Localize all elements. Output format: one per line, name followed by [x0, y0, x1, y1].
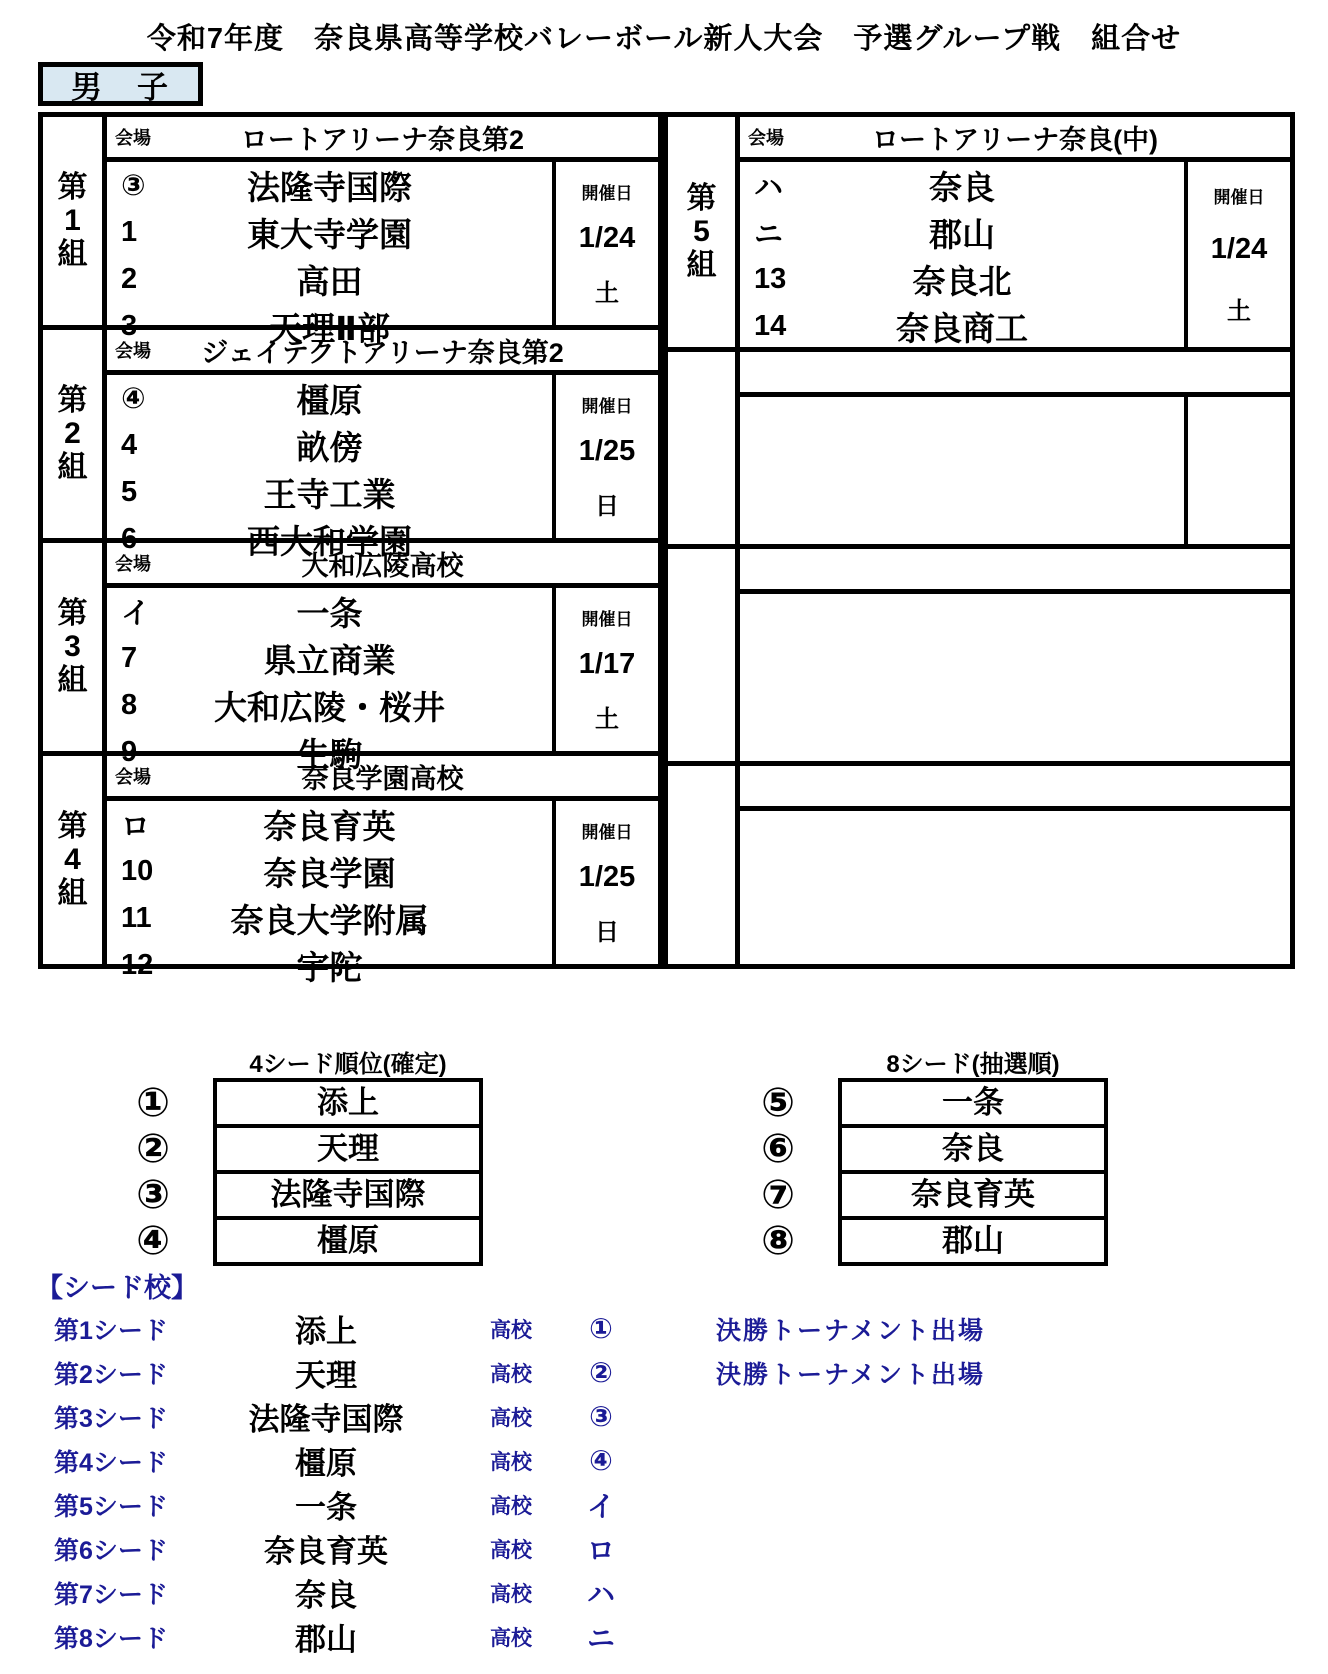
seed-symbol: ② [589, 1357, 613, 1388]
group-3-box [38, 538, 663, 773]
seed-rank: 第5シード [54, 1492, 168, 1521]
seed-schools-list [36, 1306, 1328, 1658]
team-number: 13 [754, 263, 787, 295]
team-name: 畝傍 [296, 429, 363, 466]
seed8-marks [743, 1080, 813, 1264]
team-name: 生駒 [296, 736, 363, 773]
empty-group-box [663, 761, 1295, 969]
team-number: 2 [121, 263, 138, 295]
team-number: ③ [121, 170, 146, 202]
team-number: ニ [754, 219, 784, 251]
seed-symbol: ロ [586, 1534, 615, 1566]
empty-teams-area [740, 397, 1184, 544]
seed-rank-mark: ⑦ [761, 1173, 795, 1217]
group-2-label [43, 330, 107, 538]
group-label-char: 組 [686, 248, 717, 282]
seed-rank-mark: ⑤ [761, 1081, 795, 1125]
date-label: 開催日 [1213, 187, 1265, 207]
team-row [107, 422, 552, 469]
seed4-table [213, 1078, 483, 1266]
seed-rank-mark: ③ [136, 1173, 170, 1217]
team-row [107, 375, 552, 422]
date-weekday: 土 [1227, 298, 1251, 326]
group-label-char: 組 [57, 663, 88, 697]
date-column [1184, 162, 1290, 347]
empty-teams-area [740, 811, 1290, 964]
group-label-char: 4 [64, 843, 81, 877]
venue-label: 会場 [748, 128, 784, 148]
seed-school-name: 添上 [295, 1314, 357, 1349]
seed-rank-mark: ⑧ [761, 1219, 795, 1263]
seed-symbol: ① [589, 1313, 613, 1344]
seed-school-cell: 橿原 [317, 1223, 379, 1258]
team-name: 奈良育英 [263, 808, 396, 845]
empty-group-box [663, 347, 1295, 549]
school-suffix: 高校 [490, 1626, 532, 1650]
team-name: 東大寺学園 [247, 216, 412, 253]
venue-label: 会場 [115, 554, 151, 574]
school-suffix: 高校 [490, 1538, 532, 1562]
seed4-marks [118, 1080, 188, 1264]
seed-schools-header: 【シード校】 [36, 1273, 198, 1303]
seed-school-name: 法隆寺国際 [248, 1402, 404, 1437]
empty-group-label [668, 549, 740, 761]
empty-group-box [663, 544, 1295, 766]
team-number: 11 [121, 902, 152, 934]
group-1-box [38, 112, 663, 347]
team-number: 3 [121, 310, 138, 342]
team-row [740, 162, 1184, 209]
team-name: 高田 [296, 263, 363, 300]
team-number: ハ [754, 172, 784, 204]
group-label-char: 第 [57, 170, 88, 204]
school-suffix: 高校 [490, 1450, 532, 1474]
team-number: 1 [121, 216, 138, 248]
team-name: 法隆寺国際 [247, 169, 412, 206]
gender-badge: 男 子 [38, 62, 203, 106]
group-label-char: 2 [64, 417, 81, 451]
team-number: イ [121, 598, 151, 630]
seed-school-row [36, 1394, 1328, 1438]
team-name: 天理Ⅱ部 [269, 310, 390, 347]
seed-rank-mark: ⑥ [761, 1127, 795, 1171]
venue-name: ロートアリーナ奈良(中) [871, 124, 1159, 155]
team-name: 奈良大学附属 [230, 902, 429, 939]
seed-school-name: 奈良 [295, 1578, 357, 1613]
seed-school-cell: 添上 [217, 1082, 479, 1128]
seed-rank: 第6シード [54, 1536, 168, 1565]
seed-rank: 第4シード [54, 1448, 168, 1477]
team-name: 王寺工業 [263, 476, 396, 513]
qualification-note: 決勝トーナメント出場 [716, 1316, 986, 1345]
team-row [107, 469, 552, 516]
seed-rank-mark: ④ [136, 1219, 170, 1263]
seed-school-row [36, 1438, 1328, 1482]
group-label-char: 第 [686, 181, 717, 215]
empty-venue-row [740, 549, 1290, 594]
seed-school-cell: 法隆寺国際 [217, 1174, 479, 1220]
date-column [552, 162, 658, 325]
empty-group-label [668, 766, 740, 964]
group-4-box [38, 751, 663, 986]
seed-school-name: 郡山 [295, 1622, 357, 1657]
team-row [740, 256, 1184, 303]
team-number: 10 [121, 855, 154, 887]
seed-school-name: 奈良育英 [264, 1534, 388, 1569]
seed-school-name: 天理 [295, 1358, 357, 1393]
team-name: 宇陀 [296, 949, 363, 986]
group-label-char: 1 [64, 204, 81, 238]
team-name: 西大和学園 [247, 523, 412, 560]
date-value: 1/24 [578, 222, 636, 254]
seed-school-row [36, 1570, 1328, 1614]
team-number: 6 [121, 523, 138, 555]
venue-row [107, 756, 658, 801]
venue-name: ロートアリーナ奈良第2 [240, 124, 525, 155]
venue-name: ジェイテクトアリーナ奈良第2 [201, 337, 564, 368]
team-row [740, 209, 1184, 256]
seed-school-cell: 奈良育英 [842, 1174, 1104, 1220]
team-name: 県立商業 [263, 642, 396, 679]
seed-school-name: 一条 [295, 1490, 357, 1525]
seed-rank: 第7シード [54, 1580, 168, 1609]
team-name: 大和広陵・桜井 [214, 689, 445, 726]
date-value: 1/17 [578, 648, 636, 680]
group-label-char: 3 [64, 630, 81, 664]
team-number: 14 [754, 310, 787, 342]
seed-symbol: ④ [589, 1445, 613, 1476]
seed-school-row [36, 1306, 1328, 1350]
school-suffix: 高校 [490, 1494, 532, 1518]
seed-school-name: 橿原 [295, 1446, 357, 1481]
team-row [107, 209, 552, 256]
team-row [107, 848, 552, 895]
seed-school-cell: 奈良 [842, 1128, 1104, 1174]
group-label-char: 第 [57, 383, 88, 417]
empty-venue-row [740, 352, 1290, 397]
group-label-char: 第 [57, 809, 88, 843]
seed-symbol: ハ [586, 1578, 615, 1610]
seed-rank: 第3シード [54, 1404, 168, 1433]
group-label-char: 組 [57, 450, 88, 484]
date-label: 開催日 [581, 610, 633, 629]
team-row [107, 895, 552, 942]
date-label: 開催日 [581, 397, 633, 416]
date-label: 開催日 [581, 823, 633, 842]
date-column [552, 588, 658, 751]
date-weekday: 日 [595, 493, 619, 520]
date-weekday: 日 [595, 919, 619, 946]
team-row [107, 162, 552, 209]
empty-date-column [1184, 397, 1290, 544]
team-number: 7 [121, 642, 138, 674]
team-row [107, 942, 552, 989]
team-name: 橿原 [296, 382, 363, 419]
group-4-label [43, 756, 107, 964]
team-name: 郡山 [929, 216, 995, 253]
seed-rank: 第8シード [54, 1624, 168, 1653]
date-weekday: 土 [595, 280, 619, 307]
seed-rank: 第2シード [54, 1360, 168, 1389]
seed8-header: 8シード(抽選順) [886, 1051, 1060, 1078]
team-row [107, 682, 552, 729]
date-value: 1/25 [578, 861, 636, 893]
venue-row [107, 117, 658, 162]
date-value: 1/25 [578, 435, 636, 467]
venue-name: 大和広陵高校 [301, 550, 464, 581]
qualification-note: 決勝トーナメント出場 [716, 1360, 986, 1389]
venue-row [107, 543, 658, 588]
team-row [107, 801, 552, 848]
seed8-table [838, 1078, 1108, 1266]
venue-row [740, 117, 1290, 162]
date-value: 1/24 [1210, 232, 1268, 265]
group-label-char: 第 [57, 596, 88, 630]
venue-label: 会場 [115, 128, 151, 148]
groups-right-column [663, 112, 1295, 969]
team-number: 8 [121, 689, 138, 721]
group-1-label [43, 117, 107, 325]
empty-venue-row [740, 766, 1290, 811]
seed-rank-mark: ② [136, 1127, 170, 1171]
venue-label: 会場 [115, 341, 151, 361]
team-number: 5 [121, 476, 138, 508]
team-row [107, 588, 552, 635]
group-label-char: 組 [57, 876, 88, 910]
team-number: 9 [121, 736, 138, 768]
team-name: 奈良商工 [896, 310, 1028, 347]
group-2-box [38, 325, 663, 560]
date-label: 開催日 [581, 184, 633, 203]
groups-left-column [38, 112, 663, 986]
team-row [107, 635, 552, 682]
team-number: 12 [121, 949, 154, 981]
team-number: 4 [121, 429, 138, 461]
team-name: 一条 [296, 595, 363, 632]
seed-symbol: ③ [589, 1401, 613, 1432]
school-suffix: 高校 [490, 1362, 532, 1386]
group-3-label [43, 543, 107, 751]
date-weekday: 土 [595, 706, 619, 733]
team-name: 奈良北 [912, 263, 1012, 300]
team-name: 奈良 [929, 169, 995, 206]
venue-name: 奈良学園高校 [301, 763, 464, 794]
team-name: 奈良学園 [263, 855, 396, 892]
page-title: 令和7年度 奈良県高等学校バレーボール新人大会 予選グループ戦 組合せ [146, 23, 1182, 55]
school-suffix: 高校 [490, 1406, 532, 1430]
empty-teams-area [740, 594, 1290, 761]
seed-school-row [36, 1350, 1328, 1394]
team-number: ロ [121, 811, 151, 843]
seed-rank-mark: ① [136, 1081, 170, 1125]
seed4-header: 4シード順位(確定) [249, 1051, 447, 1078]
date-column [552, 375, 658, 538]
seed-rank: 第1シード [54, 1316, 168, 1345]
school-suffix: 高校 [490, 1318, 532, 1342]
school-suffix: 高校 [490, 1582, 532, 1606]
group-label-char: 5 [693, 215, 710, 249]
seed-symbol: イ [586, 1490, 615, 1522]
date-column [552, 801, 658, 964]
seed-symbol: ニ [586, 1622, 615, 1654]
group-label-char: 組 [57, 237, 88, 271]
seed-school-row [36, 1614, 1328, 1658]
team-row [740, 303, 1184, 350]
seed-school-cell: 一条 [842, 1082, 1104, 1128]
seed-school-cell: 天理 [217, 1128, 479, 1174]
group-5-box [663, 112, 1295, 352]
empty-group-label [668, 352, 740, 544]
seed-school-cell: 郡山 [942, 1223, 1004, 1258]
venue-row [107, 330, 658, 375]
seed-school-row [36, 1526, 1328, 1570]
venue-label: 会場 [115, 767, 151, 787]
team-number: ④ [121, 383, 146, 415]
seed-school-row [36, 1482, 1328, 1526]
team-row [107, 256, 552, 303]
group-5-label [668, 117, 740, 347]
